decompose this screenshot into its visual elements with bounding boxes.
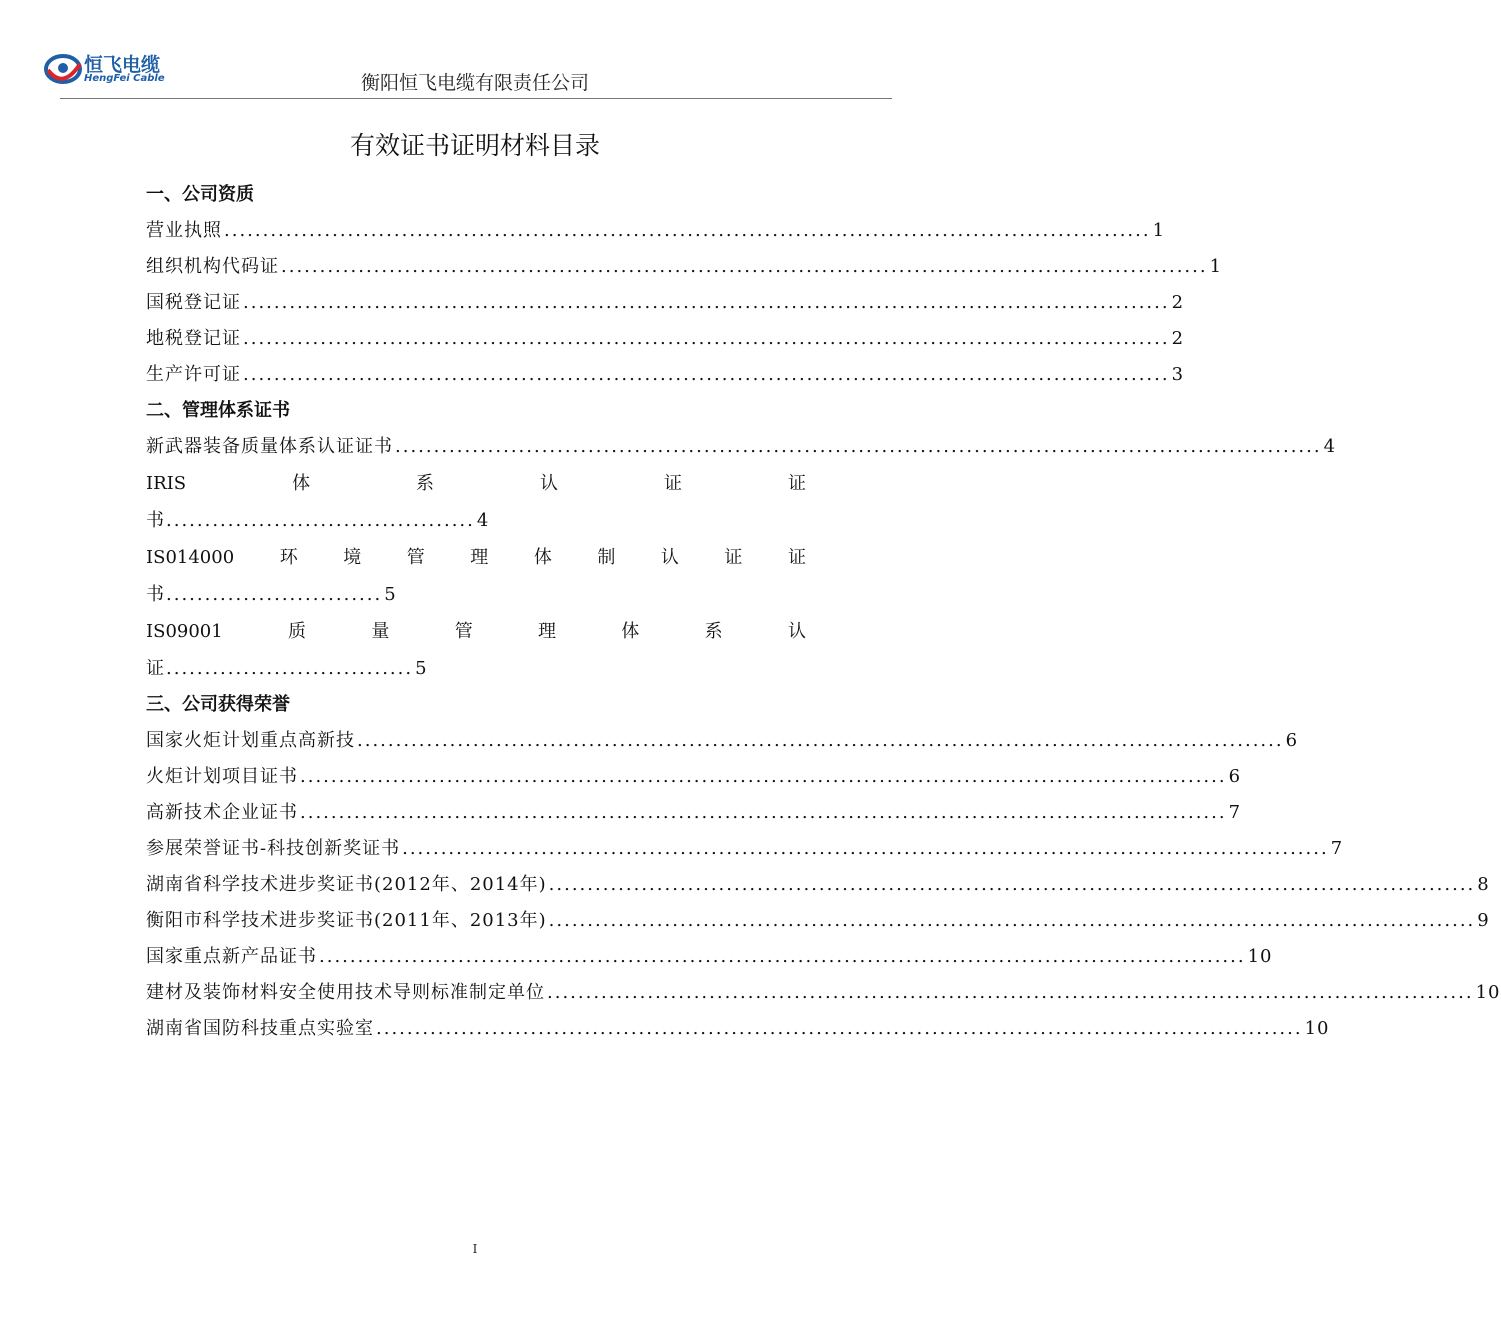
toc-word: 体 [621, 621, 640, 642]
toc-word: 理 [538, 621, 557, 642]
toc-word: 质 [288, 621, 307, 642]
toc-entry-page: 2 [1171, 292, 1185, 313]
toc-entry-page: 4 [476, 510, 489, 531]
section-heading-management-systems: 二、管理体系证书 [146, 400, 290, 421]
toc-leader: ........................................................................................................................ [243, 364, 1170, 385]
toc-leader: ........................................ [166, 510, 475, 531]
toc-entry-wrapped-end[interactable] [146, 502, 806, 539]
company-name: 衡阳恒飞电缆有限责任公司 [360, 72, 589, 94]
toc-word: 系 [704, 621, 723, 642]
toc-entry-page: 10 [1304, 1018, 1330, 1039]
toc-entry[interactable] [146, 723, 1299, 759]
toc-entry[interactable] [146, 429, 1337, 465]
toc-word: 认 [660, 547, 679, 568]
logo-text-cn: 恒飞电缆 [84, 54, 161, 76]
toc-word: 书 [146, 510, 164, 531]
toc-word: 体 [292, 473, 311, 494]
toc-entry-page: 1 [1209, 256, 1223, 277]
toc-entry-title: 国税登记证 [146, 292, 241, 313]
toc-entry[interactable] [146, 939, 1273, 975]
toc-leader: ........................................................................................................................ [243, 328, 1170, 349]
page-number: I [472, 1242, 478, 1256]
toc-word: 书 [146, 584, 164, 605]
toc-entry[interactable] [146, 795, 1242, 831]
toc-word: 制 [597, 547, 616, 568]
toc-leader: ........................................................................................................................ [547, 982, 1474, 1003]
toc-entry-page: 6 [1285, 730, 1299, 751]
toc-entry-page: 5 [384, 584, 396, 605]
toc-entry-page: 6 [1228, 766, 1242, 787]
toc-entry[interactable] [146, 759, 1242, 795]
toc-word: 体 [533, 547, 552, 568]
toc-leader: ........................................................................................................................ [548, 910, 1476, 931]
section-heading-honors: 三、公司获得荣誉 [146, 694, 290, 715]
toc-entry[interactable] [146, 357, 1185, 393]
toc-word: IS014000 [146, 547, 235, 568]
toc-entry-wrapped-line[interactable] [146, 613, 806, 650]
toc-word: 系 [416, 473, 435, 494]
toc-leader: ........................................................................................................................ [548, 874, 1476, 895]
toc-leader: ........................................................................................................................ [402, 838, 1329, 859]
toc-leader: ........................................................................................................................ [224, 220, 1151, 241]
logo-text-en: HengFei Cable [84, 73, 165, 84]
toc-word: 理 [470, 547, 489, 568]
toc-word: 境 [343, 547, 362, 568]
toc-entry-page: 5 [415, 658, 427, 679]
header-divider [60, 98, 892, 99]
toc-leader: ........................................................................................................................ [243, 292, 1170, 313]
toc-leader: ........................................................................................................................ [300, 766, 1227, 787]
toc-word: 证 [787, 473, 806, 494]
toc-leader: ........................................................................................................................ [319, 946, 1246, 967]
toc-entry-title: 国家重点新产品证书 [146, 946, 317, 967]
toc-entry-title: 高新技术企业证书 [146, 802, 298, 823]
toc-leader: ........................................................................................................................ [376, 1018, 1303, 1039]
toc-entry-wrapped-line[interactable] [146, 539, 806, 576]
toc-word: 证 [663, 473, 682, 494]
toc-entry-page: 10 [1475, 982, 1501, 1003]
toc-word: 环 [279, 547, 298, 568]
toc-entry-page: 2 [1171, 328, 1185, 349]
toc-entry-page: 10 [1247, 946, 1273, 967]
toc-entry-page: 8 [1477, 874, 1490, 895]
toc-leader: ........................................................................................................................ [300, 802, 1227, 823]
toc-leader: ............................ [166, 584, 383, 605]
toc-entry-wrapped-line[interactable] [146, 465, 806, 502]
toc-entry-title: 湖南省国防科技重点实验室 [146, 1018, 374, 1039]
toc-entry-page: 4 [1323, 436, 1337, 457]
toc-entry-title: 地税登记证 [146, 328, 241, 349]
toc-word: IRIS [146, 473, 187, 494]
toc-entry-page: 7 [1330, 838, 1344, 859]
toc-leader: ........................................................................................................................ [357, 730, 1284, 751]
toc-entry[interactable] [146, 867, 1490, 903]
toc-leader: ................................ [166, 658, 414, 679]
toc-entry-title: 参展荣誉证书-科技创新奖证书 [146, 838, 401, 859]
toc-entry[interactable] [146, 285, 1185, 321]
toc-entry-title: 衡阳市科学技术进步奖证书(2011年、2013年) [146, 910, 547, 931]
toc-entry-title: 湖南省科学技术进步奖证书(2012年、2014年) [146, 874, 547, 895]
section-heading-qualifications: 一、公司资质 [146, 184, 254, 205]
toc-entry-page: 1 [1152, 220, 1166, 241]
table-of-contents [146, 177, 1501, 1047]
toc-entry-page: 9 [1477, 910, 1490, 931]
toc-word: 管 [454, 621, 473, 642]
toc-word: IS09001 [146, 621, 223, 642]
toc-entry-title: 国家火炬计划重点高新技 [146, 730, 355, 751]
toc-word: 认 [788, 621, 806, 642]
toc-leader: ........................................................................................................................ [395, 436, 1322, 457]
toc-entry[interactable] [146, 249, 1223, 285]
toc-entry[interactable] [146, 213, 1166, 249]
toc-word: 证 [724, 547, 743, 568]
toc-entry-page: 3 [1171, 364, 1185, 385]
toc-word: 证 [146, 658, 164, 679]
toc-word: 管 [406, 547, 425, 568]
toc-leader: ........................................................................................................................ [281, 256, 1208, 277]
toc-entry-title: 组织机构代码证 [146, 256, 279, 277]
toc-entry-page: 7 [1228, 802, 1242, 823]
toc-word: 认 [540, 473, 559, 494]
toc-entry-title: 营业执照 [146, 220, 222, 241]
toc-entry-wrapped-end[interactable] [146, 650, 806, 687]
toc-entry-title: 建材及装饰材料安全使用技术导则标准制定单位 [146, 982, 545, 1003]
toc-entry-wrapped-end[interactable] [146, 576, 806, 613]
toc-entry[interactable] [146, 831, 1344, 867]
toc-entry-title: 生产许可证 [146, 364, 241, 385]
toc-entry[interactable] [146, 975, 1501, 1011]
toc-entry-title: 新武器装备质量体系认证证书 [146, 436, 393, 457]
toc-entry[interactable] [146, 1011, 1330, 1047]
toc-entry[interactable] [146, 321, 1185, 357]
toc-entry[interactable] [146, 903, 1490, 939]
page-title: 有效证书证明材料目录 [349, 131, 600, 160]
toc-entry-title: 火炬计划项目证书 [146, 766, 298, 787]
toc-word: 证 [787, 547, 806, 568]
toc-word: 量 [371, 621, 390, 642]
